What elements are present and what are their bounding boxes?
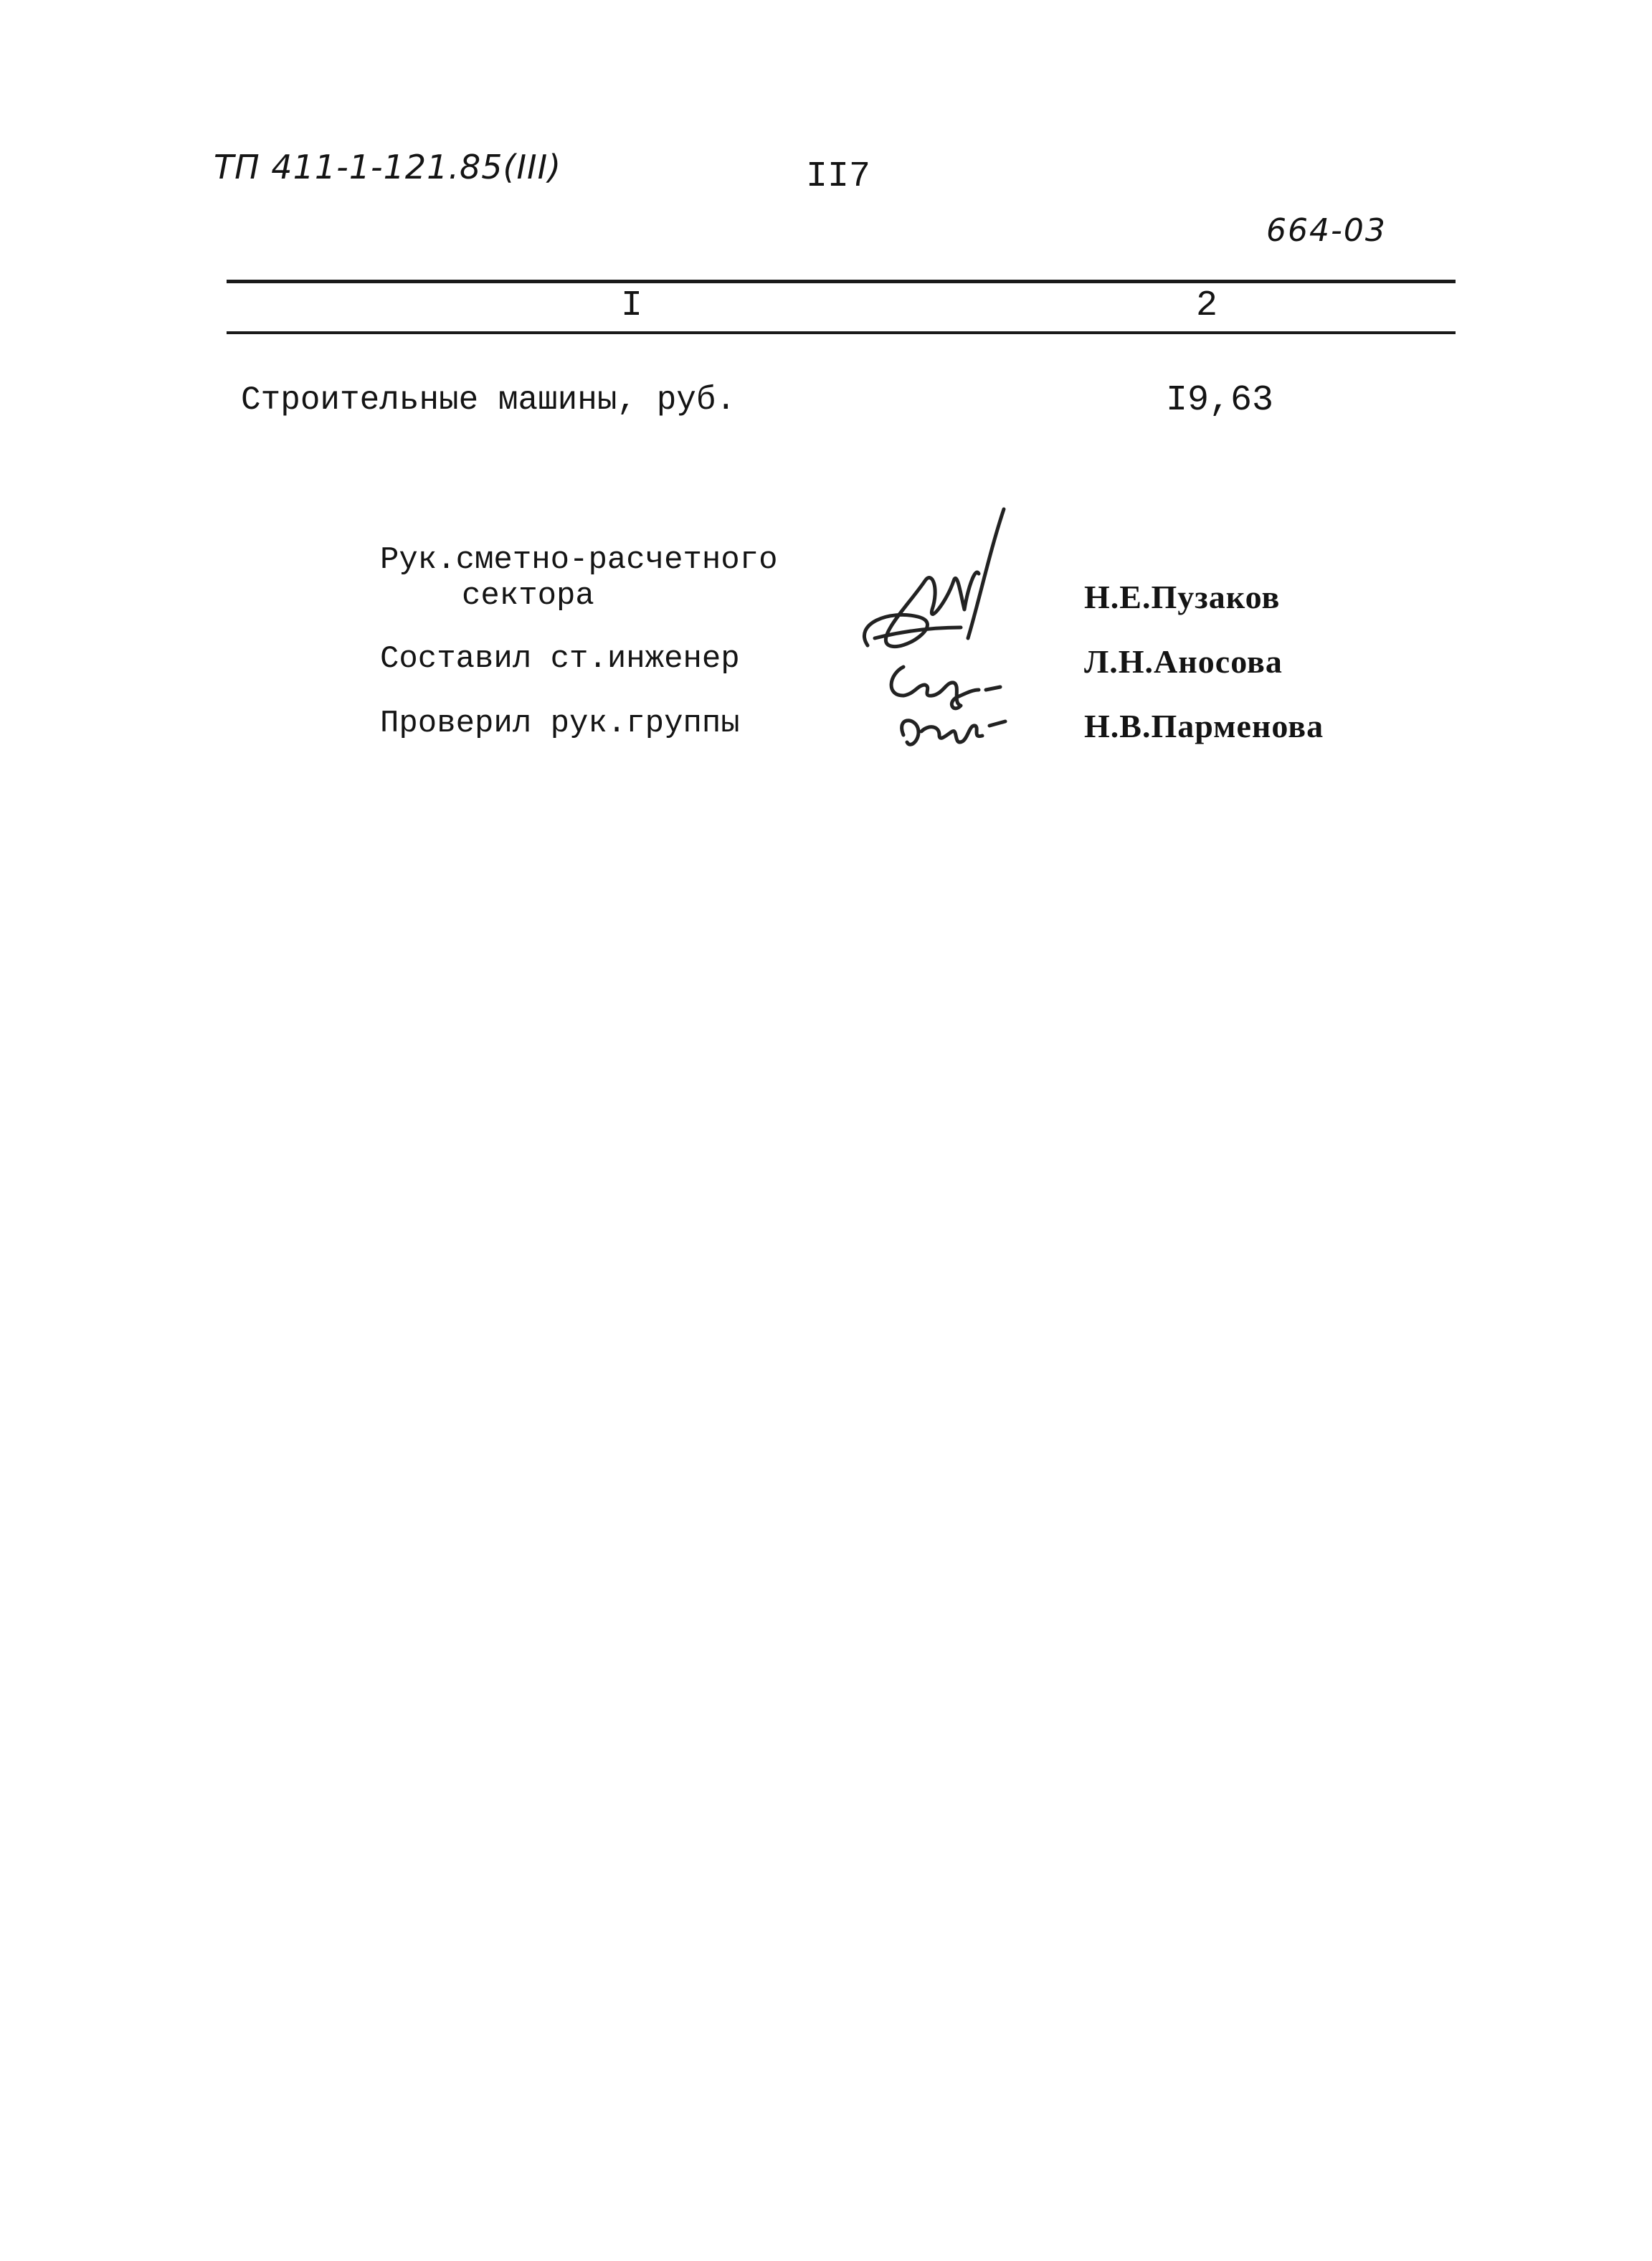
signer-title: Проверил рук.группы bbox=[380, 706, 740, 741]
signer-name: Н.В.Пармeнова bbox=[1084, 708, 1324, 744]
column-header-2: 2 bbox=[1196, 285, 1218, 326]
signer-name: Л.Н.Аносова bbox=[1084, 643, 1283, 680]
column-header-1: I bbox=[621, 285, 643, 326]
table-header-rule bbox=[227, 331, 1456, 334]
signature-2 bbox=[891, 667, 1000, 708]
row-value: I9,63 bbox=[1166, 380, 1274, 421]
handwritten-signatures bbox=[846, 502, 1090, 760]
signer-name: Н.Е.Пузаков bbox=[1084, 579, 1281, 615]
signature-3 bbox=[902, 721, 1005, 744]
table-top-rule bbox=[227, 280, 1456, 283]
row-label: Строительные машины, руб. bbox=[241, 381, 736, 419]
signer-title: Рук.сметно-расчетного bbox=[380, 542, 778, 578]
signer-title-continued: сектора bbox=[462, 578, 594, 614]
document-code: ТП 411-1-121.85(III) bbox=[214, 148, 562, 186]
signer-title: Составил ст.инженер bbox=[380, 641, 740, 677]
sheet-code: 664-03 bbox=[1266, 212, 1387, 249]
page-number: II7 bbox=[806, 156, 871, 197]
